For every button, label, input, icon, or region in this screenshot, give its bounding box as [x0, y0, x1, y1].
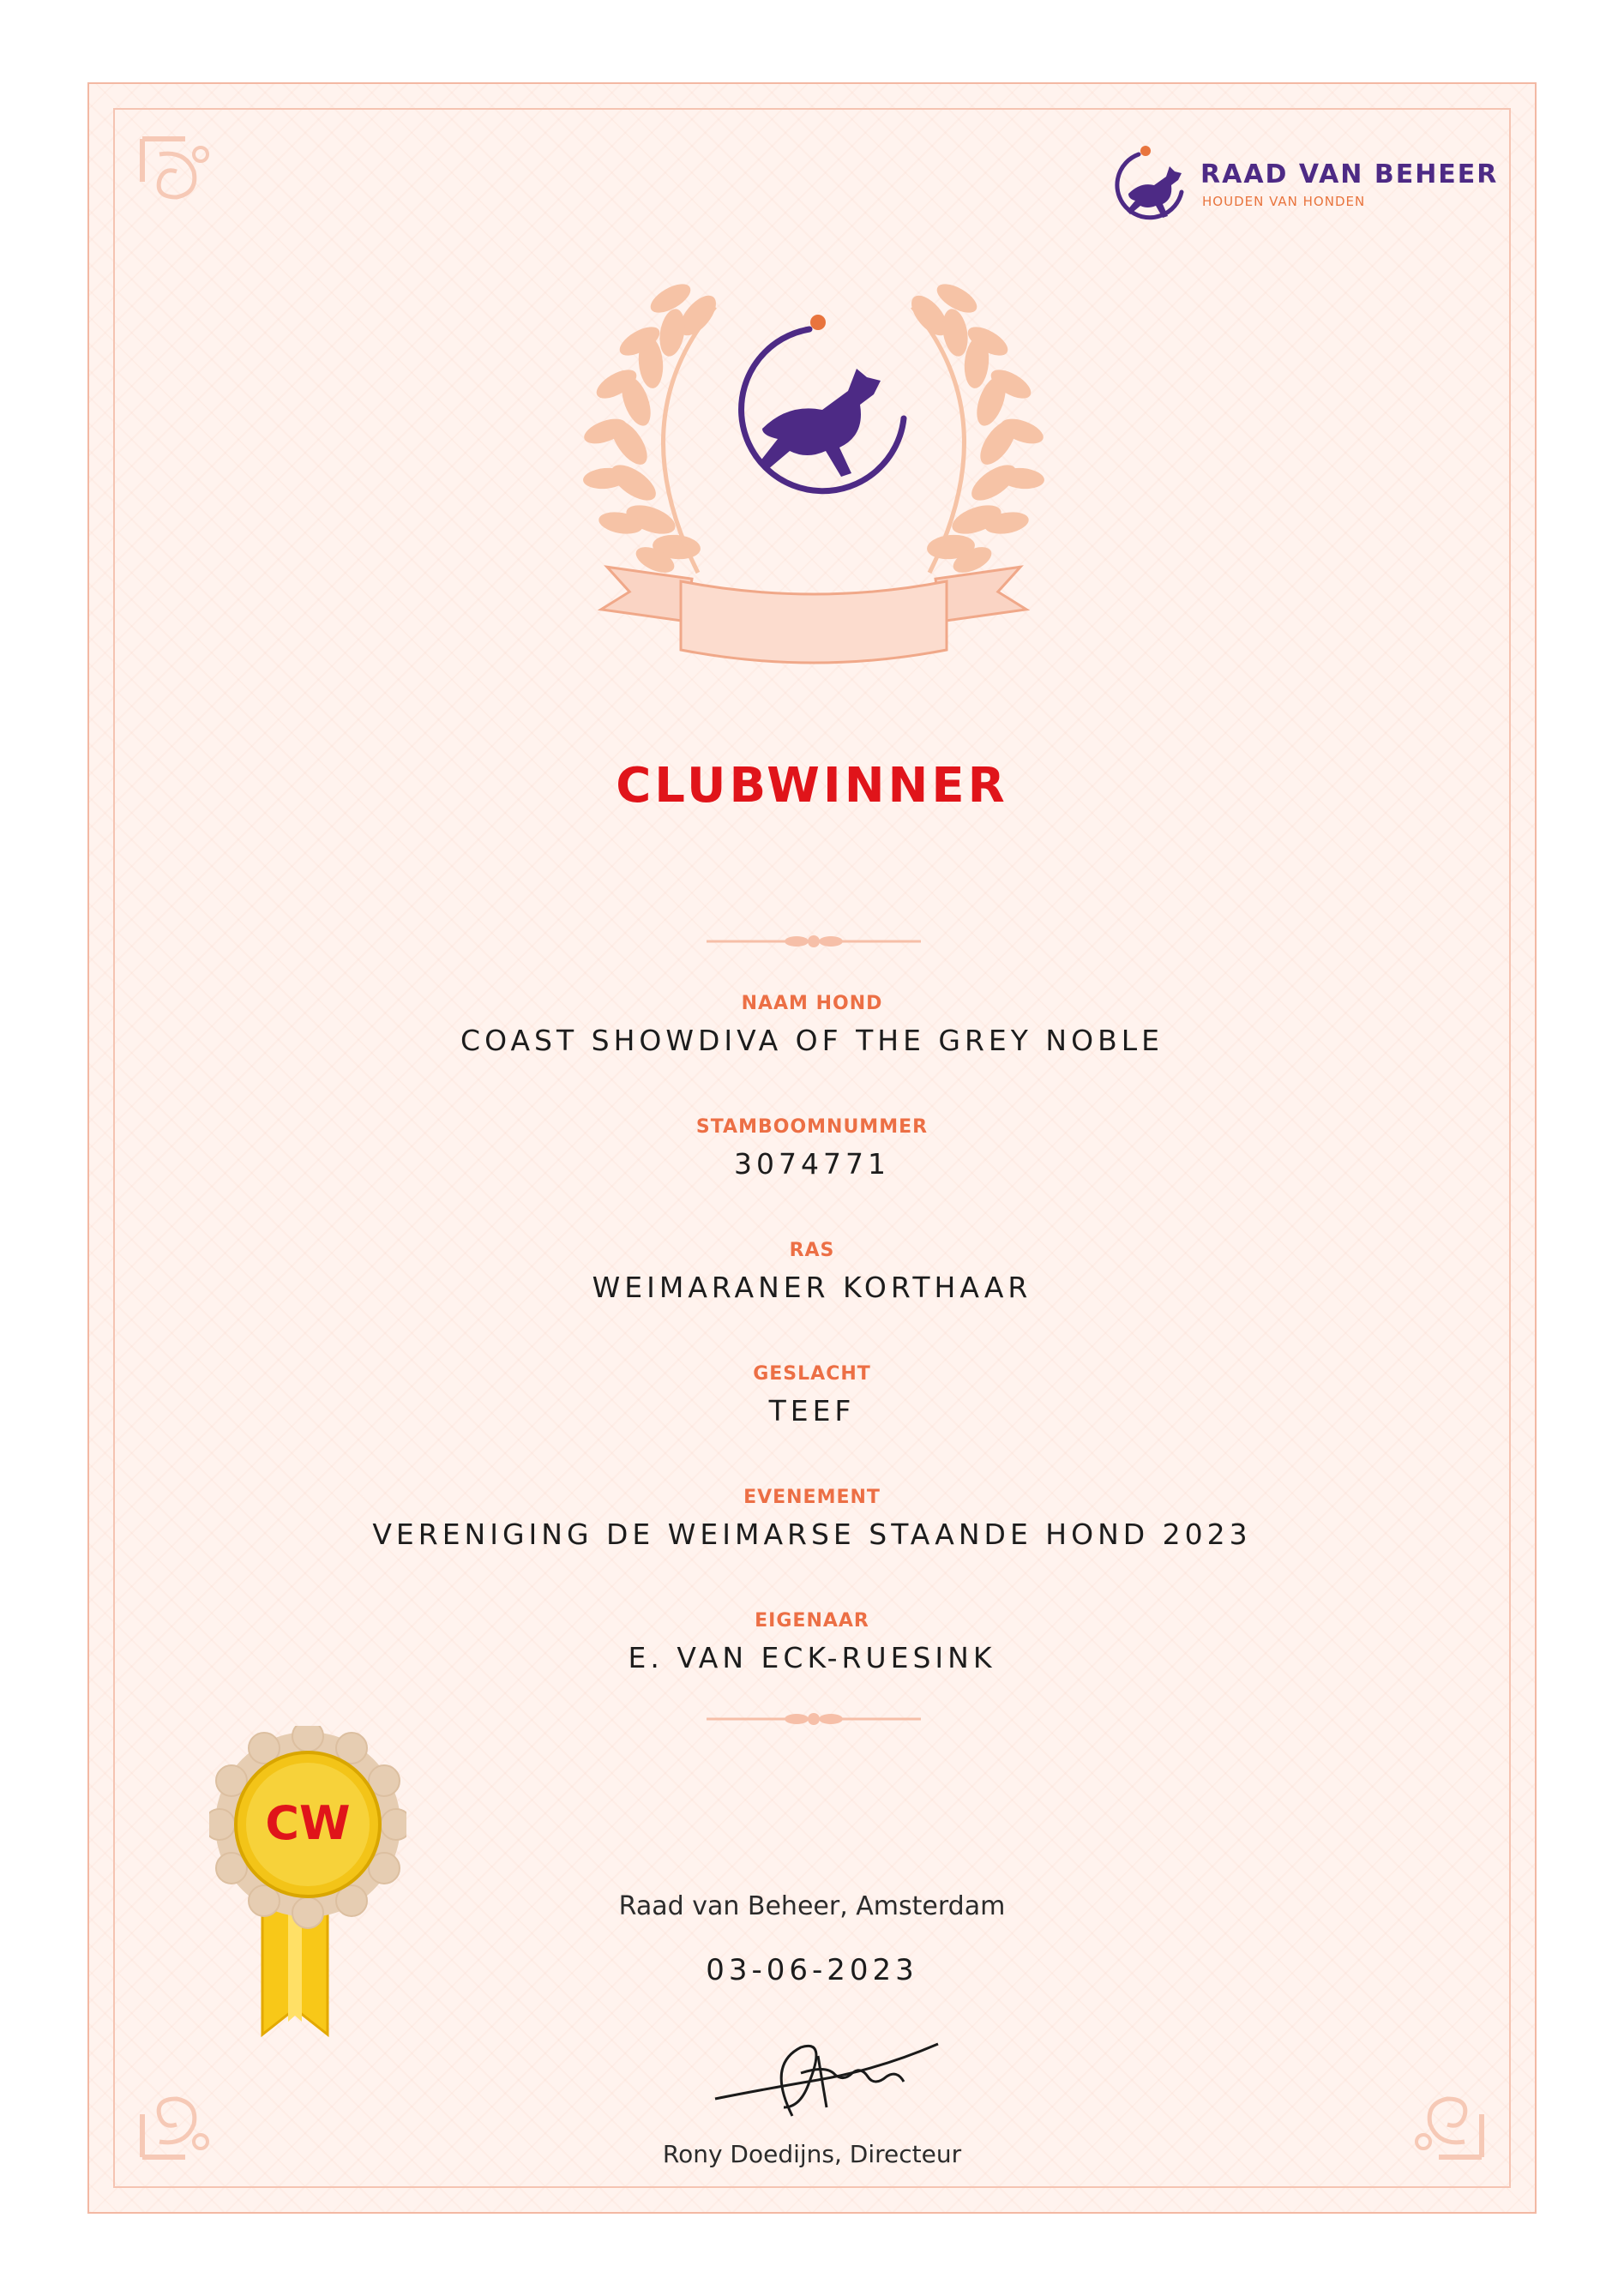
brand-logo [1108, 141, 1499, 235]
brand-name: RAAD VAN BEHEER [1200, 159, 1499, 189]
breed-value: WEIMARANER KORTHAAR [592, 1271, 1032, 1304]
certificate-title: CLUBWINNER [616, 758, 1008, 814]
dog-name-value: COAST SHOWDIVA OF THE GREY NOBLE [460, 1024, 1164, 1057]
pedigree-number-label: STAMBOOMNUMMER [695, 1116, 929, 1138]
sex-value: TEEF [768, 1394, 856, 1427]
ribbon-banner-icon [601, 567, 1026, 663]
seal-text: CW [265, 1796, 351, 1850]
event-label: EVENEMENT [743, 1487, 881, 1508]
brand-tagline: HOUDEN VAN HONDEN [1202, 194, 1366, 209]
divider-ornament-icon [707, 1709, 921, 1729]
laurel-right-icon [905, 279, 1046, 578]
divider-ornament-icon [707, 931, 921, 952]
certificate [87, 82, 1537, 2214]
owner-value: E. VAN ECK-RUESINK [628, 1641, 996, 1674]
laurel-wreath-emblem [569, 247, 1058, 744]
dog-emblem-icon [742, 315, 904, 491]
dog-name-label: NAAM HOND [741, 993, 883, 1014]
issue-date: 03-06-2023 [706, 1953, 918, 1987]
event-value: VERENIGING DE WEIMARSE STAANDE HOND 2023 [372, 1518, 1252, 1551]
signature-icon [707, 2013, 955, 2133]
breed-label: RAS [789, 1240, 835, 1261]
owner-label: EIGENAAR [755, 1610, 869, 1632]
signatory-name: Rony Doedijns, Directeur [662, 2140, 962, 2168]
issue-place: Raad van Beheer, Amsterdam [618, 1891, 1006, 1921]
sex-label: GESLACHT [753, 1363, 871, 1385]
pedigree-number-value: 3074771 [734, 1147, 890, 1181]
brand-dog-icon [1108, 141, 1194, 235]
corner-ornament-icon [134, 129, 228, 223]
